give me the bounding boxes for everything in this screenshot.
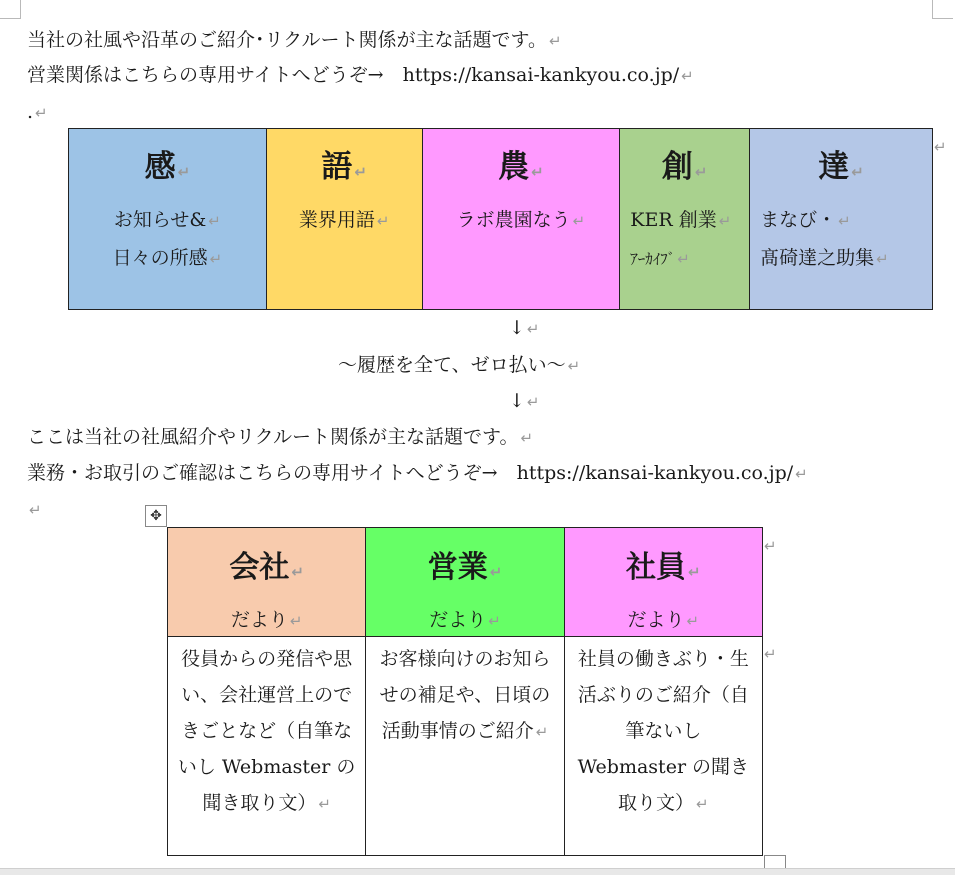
second-line-1: ここは当社の社風紹介やリクルート関係が主な話題です。 ↵ xyxy=(27,426,534,448)
category-cell-kan[interactable]: 感 ↵ お知らせ& ↵ 日々の所感 ↵ xyxy=(69,129,267,310)
table-move-handle-icon[interactable]: ✥ xyxy=(145,505,167,527)
second-line-2: 業務・お取引のご確認はこちらの専用サイトへどうぞ→ https://kansai-kankyou.co.jp/ ↵ xyxy=(27,462,808,484)
page-corner-mark-right xyxy=(932,0,953,19)
row-end-mark-icon: ↵ xyxy=(934,138,947,156)
newsletter-body-company[interactable]: 役員からの発信や思い、会社運営上のできごとなど（自筆ないし Webmaster の聞き取り文） ↵ xyxy=(168,637,366,856)
category-cell-tatsu[interactable]: 達 ↵ まなび・ ↵ 髙碕達之助集 ↵ xyxy=(750,129,933,310)
down-arrow-2: ↓ ↵ xyxy=(509,390,540,412)
newsletter-header-company[interactable]: 会社 ↵ だより ↵ xyxy=(168,528,366,637)
row-end-mark-icon: ↵ xyxy=(764,537,777,555)
intro-line-2: 営業関係はこちらの専用サイトへどうぞ→ https://kansai-kankyou.co.jp/ ↵ xyxy=(27,64,694,86)
paragraph-mark-icon: ↵ xyxy=(549,32,562,50)
newsletter-body-staff[interactable]: 社員の働きぶり・生活ぶりのご紹介（自筆ないし Webmaster の聞き取り文） ↵ xyxy=(564,637,762,856)
paragraph-mark-icon: ↵ xyxy=(35,104,48,122)
intro-line-1: 当社の社風や沿革のご紹介･リクルート関係が主な話題です。 ↵ xyxy=(27,29,562,51)
paragraph-mark-icon: ↵ xyxy=(681,67,694,85)
newsletter-body-sales[interactable]: お客様向けのお知らせの補足や、日頃の活動事情のご紹介 ↵ xyxy=(366,637,564,856)
newsletter-header-sales[interactable]: 営業 ↵ だより ↵ xyxy=(366,528,564,637)
down-arrow-1: ↓ ↵ xyxy=(509,317,540,339)
category-table xyxy=(68,128,933,310)
page-corner-mark-left xyxy=(0,0,21,19)
category-cell-go[interactable]: 語 ↵ 業界用語 ↵ xyxy=(266,129,422,310)
newsletter-header-staff[interactable]: 社員 ↵ だより ↵ xyxy=(564,528,762,637)
newsletter-table xyxy=(167,527,763,856)
intro-line-3: . ↵ xyxy=(27,101,48,123)
category-cell-sou[interactable]: 創 ↵ KER 創業 ↵ ｱｰｶｲﾌﾞ ↵ xyxy=(620,129,750,310)
motto-line: ～履歴を全て、ゼロ払い～ ↵ xyxy=(338,354,581,376)
category-cell-nou[interactable]: 農 ↵ ラボ農園なう ↵ xyxy=(422,129,620,310)
empty-paragraph: ↵ xyxy=(29,501,42,519)
row-end-mark-icon: ↵ xyxy=(764,645,777,663)
